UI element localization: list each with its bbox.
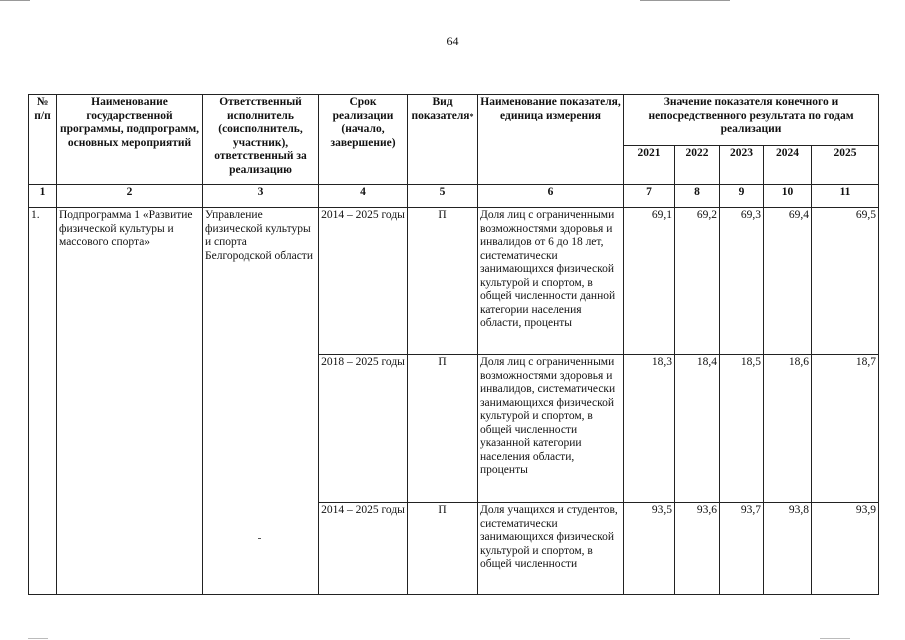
header-period: Срок реализации (начало, завершение) (319, 95, 408, 185)
header-year: 2024 (764, 146, 812, 185)
executor-name: Управление физической культуры и спорта Белгородской области (203, 208, 319, 595)
header-type-footnote-mark: * (469, 111, 474, 121)
period: 2018 – 2025 годы (319, 355, 408, 503)
value-cell: 69,2 (675, 208, 720, 355)
value-cell: 69,3 (720, 208, 764, 355)
header-year: 2023 (720, 146, 764, 185)
column-number: 4 (319, 185, 408, 208)
value-cell: 69,1 (624, 208, 675, 355)
page-number: 64 (446, 34, 459, 48)
program-name: Подпрограмма 1 «Развитие физической культуры и массового спорта» (57, 208, 203, 595)
column-number: 2 (57, 185, 203, 208)
column-number: 1 (29, 185, 57, 208)
column-number: 11 (812, 185, 879, 208)
header-program: Наименование государственной программы, подпрограмм, основных мероприятий (57, 95, 203, 185)
indicator-name: Доля лиц с ограниченными возможностями здоровья и инвалидов, систематически занимающихся физической культурой и спортом, в общей численности указанной категории населения области, проценты (478, 355, 624, 503)
value-cell: 18,6 (764, 355, 812, 503)
column-number: 6 (478, 185, 624, 208)
value-cell: 93,7 (720, 503, 764, 595)
header-values-group: Значение показателя конечного и непосредственного результата по годам реализации (624, 95, 879, 146)
indicator-name: Доля лиц с ограниченными возможностями здоровья и инвалидов от 6 до 18 лет, систематически занимающихся физической культурой и спортом, в общей численности данной категории населения области, проценты (478, 208, 624, 355)
header-type (408, 95, 478, 185)
column-number: 7 (624, 185, 675, 208)
scan-speck (258, 538, 261, 539)
column-number: 9 (720, 185, 764, 208)
value-cell: 18,4 (675, 355, 720, 503)
scan-edge-bottom-left (28, 638, 48, 639)
value-cell: 69,4 (764, 208, 812, 355)
value-cell: 18,5 (720, 355, 764, 503)
period: 2014 – 2025 годы (319, 503, 408, 595)
value-cell: 93,8 (764, 503, 812, 595)
period: 2014 – 2025 годы (319, 208, 408, 355)
header-year: 2022 (675, 146, 720, 185)
value-cell: 93,5 (624, 503, 675, 595)
header-year: 2025 (812, 146, 879, 185)
column-number-row (29, 185, 879, 208)
value-cell: 93,6 (675, 503, 720, 595)
header-type-label: Вид показателя (411, 96, 470, 122)
scan-edge-bottom-right (820, 638, 850, 639)
column-number: 8 (675, 185, 720, 208)
value-cell: 18,3 (624, 355, 675, 503)
column-number: 10 (764, 185, 812, 208)
header-indicator: Наименование показателя, единица измерения (478, 95, 624, 185)
column-number: 5 (408, 185, 478, 208)
value-cell: 18,7 (812, 355, 879, 503)
scan-edge-top-right (640, 0, 730, 1)
row-num: 1. (29, 208, 57, 595)
header-year: 2021 (624, 146, 675, 185)
value-cell: 69,5 (812, 208, 879, 355)
scan-edge-top-left (0, 0, 30, 1)
value-cell: 93,9 (812, 503, 879, 595)
indicator-type: П (408, 208, 478, 355)
indicator-name: Доля учащихся и студентов, систематически занимающихся физической культурой и спортом, в общей численности (478, 503, 624, 595)
header-num: № п/п (29, 95, 57, 185)
header-row (29, 95, 879, 146)
column-number: 3 (203, 185, 319, 208)
header-executor: Ответственный исполнитель (соисполнитель, участник), ответственный за реализацию (203, 95, 319, 185)
indicators-table (28, 94, 879, 595)
indicator-type: П (408, 355, 478, 503)
indicator-type: П (408, 503, 478, 595)
table-row (29, 208, 879, 355)
